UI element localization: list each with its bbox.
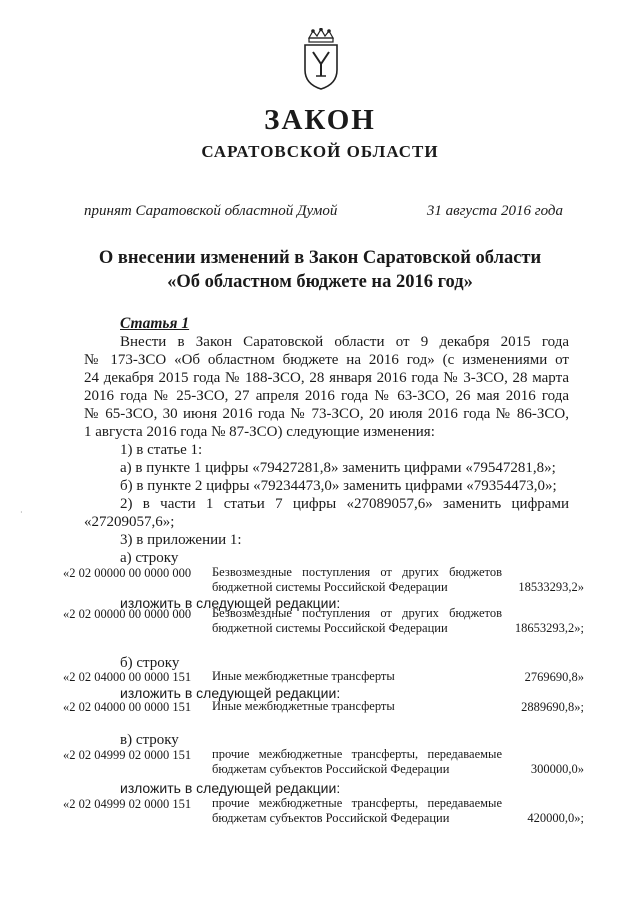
budget-amount: 420000,0»; xyxy=(527,811,584,825)
law-region: САРАТОВСКОЙ ОБЛАСТИ xyxy=(201,142,439,161)
intro-line: 24 декабря 2015 года № 188-ЗСО, 28 января 2016 года № 3-ЗСО, 28 марта xyxy=(84,370,569,386)
block-label: б) строку xyxy=(120,655,180,671)
budget-code: «2 02 04999 02 0000 151 xyxy=(63,748,192,762)
budget-amount: 300000,0» xyxy=(530,762,584,776)
item-1b: б) в пункте 2 цифры «79234473,0» заменить цифрами «79354473,0»; xyxy=(120,478,557,494)
budget-code: «2 02 00000 00 0000 000 xyxy=(63,566,192,580)
budget-description: Безвозмездные поступления от других бюджетов бюджетной системы Российской Федерации xyxy=(212,565,502,594)
adopted-date: 31 августа 2016 года xyxy=(426,203,563,219)
restate-label: изложить в следующей редакции: xyxy=(120,685,341,701)
budget-amount: 18533293,2» xyxy=(518,580,584,594)
budget-code: «2 02 04999 02 0000 151 xyxy=(63,797,192,811)
budget-description: Иные межбюджетные трансферты xyxy=(212,669,395,683)
budget-code: «2 02 04000 00 0000 151 xyxy=(63,670,192,684)
budget-description: прочие межбюджетные трансферты, передаваемые бюджетам субъектов Российской Федерации xyxy=(212,796,502,825)
adopted-by: принят Саратовской областной Думой xyxy=(84,203,338,219)
restate-label: изложить в следующей редакции: xyxy=(120,595,341,611)
article-title: Статья 1 xyxy=(120,315,190,332)
intro-line: Внести в Закон Саратовской области от 9 декабря 2015 года xyxy=(120,334,569,350)
budget-description: прочие межбюджетные трансферты, передаваемые бюджетам субъектов Российской Федерации xyxy=(212,747,502,776)
item-3: 3) в приложении 1: xyxy=(120,532,242,548)
law-heading-line-1: О внесении изменений в Закон Саратовской области xyxy=(98,248,542,268)
law-heading-line-2: «Об областном бюджете на 2016 год» xyxy=(167,272,473,292)
budget-description: Безвозмездные поступления от других бюджетов бюджетной системы Российской Федерации xyxy=(212,606,502,635)
intro-line: № 173-ЗСО «Об областном бюджете на 2016 год» (с изменениями от xyxy=(84,352,569,368)
budget-amount: 18653293,2»; xyxy=(514,621,584,635)
budget-amount: 2889690,8»; xyxy=(521,700,584,714)
item-2-line-1: 2) в части 1 статьи 7 цифры «27089057,6» заменить цифрами xyxy=(120,496,569,512)
budget-code: «2 02 00000 00 0000 000 xyxy=(63,607,192,621)
item-1a: а) в пункте 1 цифры «79427281,8» заменить цифрами «79547281,8»; xyxy=(120,460,556,476)
block-label: в) строку xyxy=(120,732,179,748)
margin-mark: · xyxy=(20,508,23,517)
law-title: ЗАКОН xyxy=(264,104,376,136)
budget-amount: 2769690,8» xyxy=(524,670,584,684)
block-label: а) строку xyxy=(120,550,179,566)
restate-label: изложить в следующей редакции: xyxy=(120,780,341,796)
budget-code: «2 02 04000 00 0000 151 xyxy=(63,700,192,714)
budget-description: Иные межбюджетные трансферты xyxy=(212,699,395,713)
intro-line: № 65-ЗСО, 30 июня 2016 года № 73-ЗСО, 20 июля 2016 года № 86-ЗСО, xyxy=(84,406,569,422)
intro-line: 2016 года № 25-ЗСО, 27 апреля 2016 года № 63-ЗСО, 26 мая 2016 года xyxy=(84,388,569,404)
intro-line: 1 августа 2016 года № 87-ЗСО) следующие изменения: xyxy=(84,424,435,440)
coat-of-arms-emblem xyxy=(301,28,341,90)
item-1: 1) в статье 1: xyxy=(120,442,203,458)
item-2-line-2: «27209057,6»; xyxy=(84,514,175,530)
